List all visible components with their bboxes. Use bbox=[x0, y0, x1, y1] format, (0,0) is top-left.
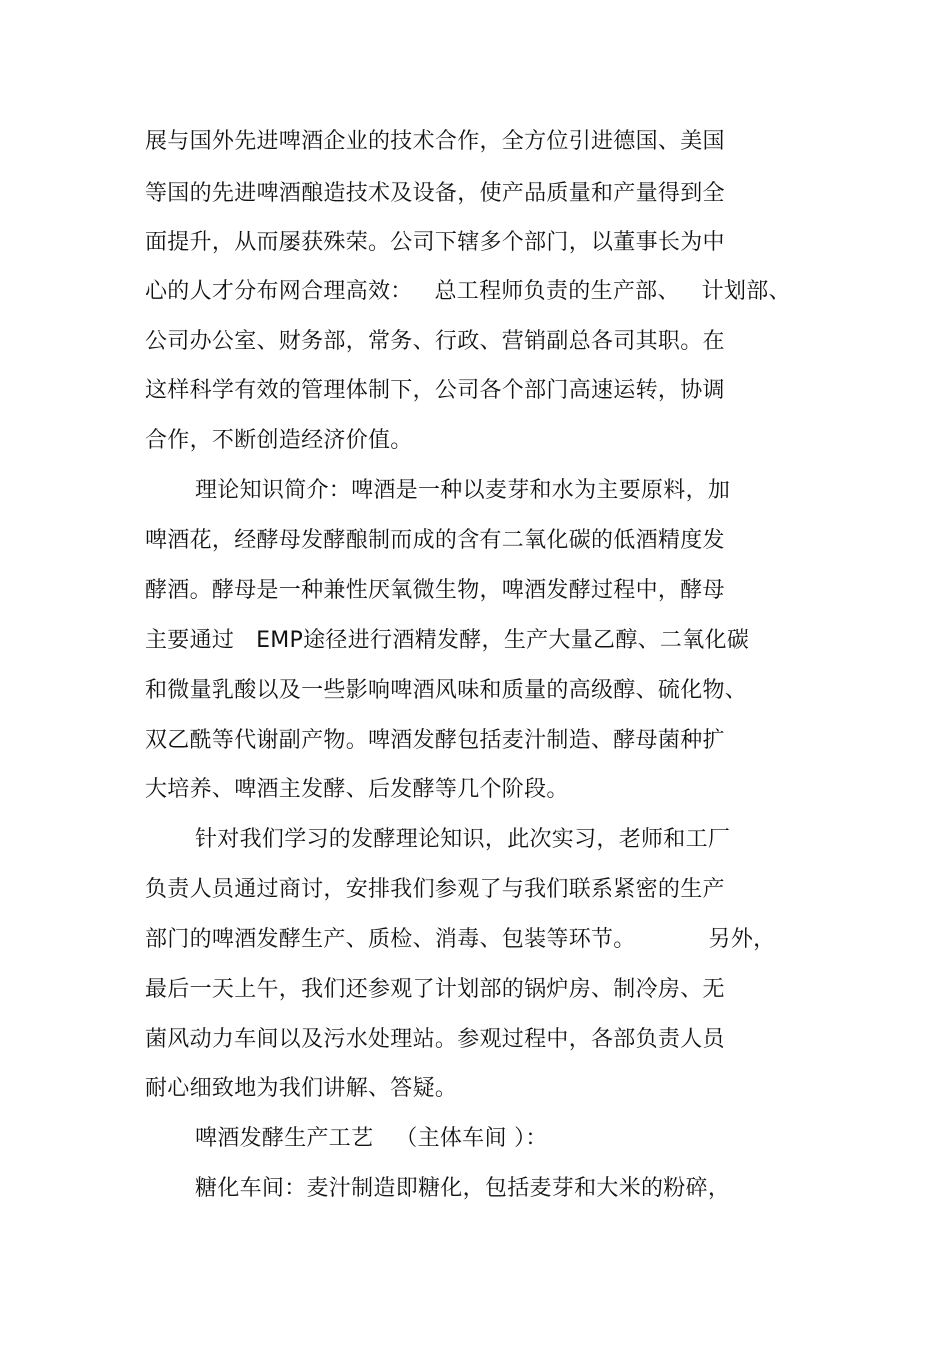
text-line: 部门的啤酒发酵生产、质检、消毒、包装等环节。 另外， bbox=[145, 927, 776, 952]
text-line: 大培养、啤酒主发酵、后发酵等几个阶段。 bbox=[145, 777, 569, 802]
text-line: 心的人才分布网合理高效： 总工程师负责的生产部、 计划部、 bbox=[145, 279, 791, 304]
paragraph-first-line: 糖化车间：麦汁制造即糖化，包括麦芽和大米的粉碎， bbox=[195, 1176, 731, 1201]
paragraph-first-line: 理论知识简介：啤酒是一种以麦芽和水为主要原料，加 bbox=[195, 478, 731, 503]
text-line: 展与国外先进啤酒企业的技术合作，全方位引进德国、美国 bbox=[145, 129, 725, 154]
text-line: 公司办公室、财务部，常务、行政、营销副总各司其职。在 bbox=[145, 329, 725, 354]
text-line: 等国的先进啤酒酿造技术及设备，使产品质量和产量得到全 bbox=[145, 181, 725, 206]
text-line: 最后一天上午，我们还参观了计划部的锅炉房、制冷房、无 bbox=[145, 977, 725, 1002]
text-line: 酵酒。酵母是一种兼性厌氧微生物，啤酒发酵过程中，酵母 bbox=[145, 578, 725, 603]
text-line: 主要通过 EMP途径进行酒精发酵，生产大量乙醇、二氧化碳 bbox=[145, 628, 750, 653]
text-line: 合作，不断创造经济价值。 bbox=[145, 428, 413, 453]
paragraph-first-line: 针对我们学习的发酵理论知识，此次实习，老师和工厂 bbox=[195, 827, 731, 852]
text-line: 耐心细致地为我们讲解、答疑。 bbox=[145, 1076, 458, 1101]
text-line: 面提升，从而屡获殊荣。公司下辖多个部门，以董事长为中 bbox=[145, 230, 725, 255]
text-line: 和微量乳酸以及一些影响啤酒风味和质量的高级醇、硫化物、 bbox=[145, 678, 748, 703]
text-line: 菌风动力车间以及污水处理站。参观过程中，各部负责人员 bbox=[145, 1027, 725, 1052]
section-heading: 啤酒发酵生产工艺 （主体车间 ）： bbox=[195, 1126, 548, 1151]
text-line: 负责人员通过商讨，安排我们参观了与我们联系紧密的生产 bbox=[145, 877, 725, 902]
text-line: 啤酒花，经酵母发酵酿制而成的含有二氧化碳的低酒精度发 bbox=[145, 528, 725, 553]
text-line: 双乙酰等代谢副产物。啤酒发酵包括麦汁制造、酵母菌种扩 bbox=[145, 728, 725, 753]
text-line: 这样科学有效的管理体制下，公司各个部门高速运转，协调 bbox=[145, 378, 725, 403]
